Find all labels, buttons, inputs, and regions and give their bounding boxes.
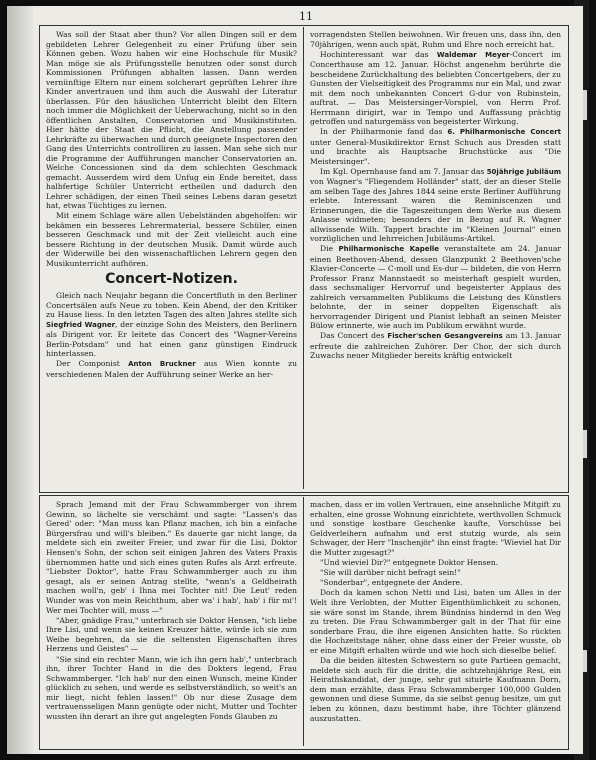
name-highlight: 50jährige Jubiläum [486,167,561,176]
binding-mark [583,650,587,672]
lower-right-column [310,500,561,745]
paragraph: Die Philharmonische Kapelle veranstaltete am 24. Januar einen Beethoven-Abend, dessen Glanzpunkt 2 Beethoven'sche Klavier-Concerte — C-moll und Es-dur — bildeten, die von Herrn Professor Franz Mannstaedt so meisterhaft gespielt wurden, dass sechsmaliger Hervorruf und begeisterter Applaus des zahlreich versammelten Publikums die Leistung des Künstlers belohnte, der in seiner doppelten Eigenschaft als hervorragender Dirigent und Pianist lebhaft an seinen Meister Bülow erinnerte, wie auch im Publikum erwähnt wurde. [310,244,561,330]
binding-mark [583,430,587,458]
paragraph: Das Concert des Fischer'schen Gesangvereins am 13. Januar erfreute die zahlreichen Zuhörer. Der Chor, der sich durch Zuwachs neuer Mitglieder bereits kräftig entwickelt [310,331,561,360]
paragraph: Sprach Jemand mit der Frau Schwammberger von ihrem Gewinn, so lächelte sie verschämt und sagte: "Lassen's das Gered' oder: "Man muss kan Pflanz machen, ich bin a einfache Bürgersfrau und will's bleiben." Es dauerte gar nicht lange, da meldete sich ein zweiter Freier, und zwar für die Lisi, Doktor Hensen's Sohn, der schon seit einigen Jahren des Vaters Praxis übernommen hatte und sich eines guten Rufes als Arzt erfreute. "Liebster Doktor", hatte Frau Schwammberger auch zu ihm gesagt, als er seinen Antrag stellte, "wenn's a Geldheirath machen woll'n, geb' i Ihna mei Tochter nit! Die Leut' reden Wunder was von mein Reichthum, aber wa' i hab', hab' i für mi'! Wer mei Tochter will, muss —" [46,500,297,615]
page-gutter [7,6,33,754]
binding-mark [583,90,587,120]
upper-right-column [310,30,561,487]
paragraph: machen, dass er im vollen Vertrauen, eine ansehnliche Mitgift zu erhalten, eine grosse Wohnung einrichtete, werthvollen Schmuck und sonstige kostbare Geschenke kaufte, Vorschüsse bei Geldverleihern aufnahm und erst stutzig wurde, als sein Schwager, der Herr "Inschenjör" ihn einst fragte: "Wieviel hat Dir die Mutter zugesagt?" [310,500,561,557]
paragraph: Da die beiden ältesten Schwestern so gute Partieen gemacht, meldete sich auch für die dritte, die achtzehnjährige Resi, ein Heirathskandidat, der junge, sehr gut situirte Kaufmann Dorn, dem man erzählte, dass Frau Schwammberger 100,000 Gulden gewonnen und diese Summe, da sie selbst genug besitze, um gut leben zu können, dazu bestimmt habe, ihre Töchter glänzend auszustatten. [310,656,561,723]
name-highlight: 6. Philharmonische Concert [447,128,561,136]
lower-left-column [46,500,297,745]
name-highlight: Waldemar Meyer [436,50,510,59]
column-rule [303,27,304,489]
section-heading: Concert-Notizen. [105,271,238,287]
upper-left-column [46,30,297,487]
paragraph: Hochinteressant war das Waldemar Meyer-Concert im Concerthause am 12. Januar. Höchst angenehm berührte die bescheidene Zurückhaltung des beliebten Concertgebers, der zu Gunsten der Vielseitigkeit des Programms nur ein Mal, und zwar mit dem noch unbekannten Concert G-dur von Rubinstein, auftrat. — Das Meistersinger-Vorspiel, von Herrn Prof. Herrmann dirigirt, war in Tempo und Auffassung prächtig getroffen und naturgemäss von begeisterter Wirkung. [310,49,561,126]
paragraph: Im Kgl. Opernhause fand am 7. Januar das 50jährige Jubiläum von Wagner's "Fliegendem Holländer" statt, der an dieser Stelle am selben Tage des Jahres 1844 seine erste Berliner Aufführung erlebte. Interessant waren die Reminiscenzen und Erinnerungen, die die Tageszeitungen dem Werke aus diesem Anlasse widmeten; besonders der in Bezug auf R. Wagner allwissende Wilh. Tappert brachte im "Kleinen Journal" einen vorzüglichen und lehrreichen Jubiläums-Artikel. [310,166,561,243]
paragraph: Was soll der Staat aber thun? Vor allen Dingen soll er dem gebildeten Lehrer Gelegenheit zu einer Prüfung über sein Können geben. Wozu haben wir eine Hochschule für Musik? Man möge sie als Prüfungsstelle benutzen oder sonst durch Kommissionen Prüfungen abhalten lassen. Dann werden vernünftige Eltern nur einem solcherart geprüften Lehrer ihre Kinder anvertrauen und ihm auch die Auswahl der Literatur überlassen. Für den häuslichen Unterricht bleibt den Eltern noch immer die Möglichkeit der Ueberwachung, nicht so in den öffentlichen Anstalten, Conservatorien und Musikinstituten. Hier hätte der Staat die Pflicht, die Anstellung passender Lehrkräfte zu überwachen und durch geeignete Inspectoren den Gang des Unterrichts controlliren zu lassen. Man sehe sich nur die Programme der Aufführungen mancher Conservatorien an. Welche Concessionen sind da dem schlechten Geschmack gemacht. Ausserdem wird dem Unfug ein Ende bereitet, dass halbfertige Schüler Unterricht ertheilen und dadurch den Lehrer schädigen, der einen Theil seines Lebens daran gesetzt hat, etwas Tüchtiges zu lernen. [46,30,297,210]
name-highlight: Philharmonische Kapelle [338,245,440,253]
paragraph: In der Philharmonie fand das 6. Philharmonische Concert unter General-Musikdirektor Ernst Schuch aus Dresden statt und brachte als Hauptsache Bruchstücke aus "Die Meistersinger". [310,127,561,166]
paragraph: "Aber, gnädige Frau," unterbrach sie Doktor Hensen, "ich liebe Ihre Lisi, und wenn sie keinen Kreuzer hätte, würde ich sie zum Weibe begehren, da sie die seltensten Eigenschaften ihres Herzens und Geistes" — [46,615,297,654]
newspaper-page [7,6,583,754]
name-highlight: Fischer'schen Gesangvereins [387,332,503,340]
paragraph: Mit einem Schlage wäre allen Uebelständen abgeholfen: wir bekämen ein besseres Lehrermaterial, bessere Schüler, einen besseren Geschmack und mit der Zeit vielleicht auch eine bessere Richtung in der deutschen Musik. Damit würde auch der Widerwille bei den wissenschaftlichen Lehrern gegen den Musikunterricht aufhören. [46,211,297,268]
paragraph: "Sie sind ein rechter Mann, wie ich ihn gern hab'," unterbrach ihn, ihrer Tochter Hand in die des Dokters legend, Frau Schwammberger. "Ich hab' nur den einen Wunsch, meine Kinder glücklich zu sehen, und werde es selbstverständlich, so weit's an mir liegt, nicht fehlen lassen!" Ob nur diese Zusage dem vertrauensseligen Mann genügte oder nicht, Mutter und Tochter wussten ihn derart an ihre gut angelegten Fonds Glauben zu [46,654,297,722]
name-highlight: Siegfried Wagner [46,320,116,329]
paragraph: "Sie will darüber nicht befragt sein!" [320,568,461,578]
column-rule [303,497,304,746]
paragraph: Gleich nach Neujahr begann die Concertfluth in den Berliner Concertsälen aufs Neue zu toben. Kein Abend, der den Kritiker zu Hause liess. In den letzten Tagen des alten Jahres stellte sich Siegfried Wagner, der einzige Sohn des Meisters, den Berlinern als Dirigent vor. Er leitete das Concert des "Wagner-Vereins Berlin-Potsdam" und hat einen ganz günstigen Eindruck hinterlassen. [46,291,297,358]
paragraph: Doch da kamen schon Netti und Lisi, baten um Alles in der Welt ihre Verlobten, der Mutter Eigenthümlichkeit zu schonen, sie wäre sonst im Stande, ihrem Bündniss hindernd in den Weg zu treten. Die Frau Schwammberger galt in der That für eine sonderbare Frau, die ihre eigenen Ansichten hatte. So rückten die Hochzeitstage näher, ohne dass einer der Freier wusste, ob er eine Mitgift erhalten würde und wie hoch sich dieselbe belief. [310,588,561,655]
paragraph: Der Componist Anton Bruckner aus Wien konnte zu verschiedenen Malen der Aufführung seiner Werke an her- [46,359,297,379]
page-number: 11 [299,10,313,23]
paragraph: "Und wieviel Dir?" entgegnete Doktor Hensen. [320,558,499,568]
name-highlight: Anton Bruckner [128,360,196,368]
paragraph: vorragendsten Stellen beiwohnen. Wir freuen uns, dass ihn, den 70jährigen, wenn auch spät, Ruhm und Ehre noch erreicht hat. [310,30,561,49]
paragraph: "Sonderbar", entgegnete der Andere. [320,578,463,588]
